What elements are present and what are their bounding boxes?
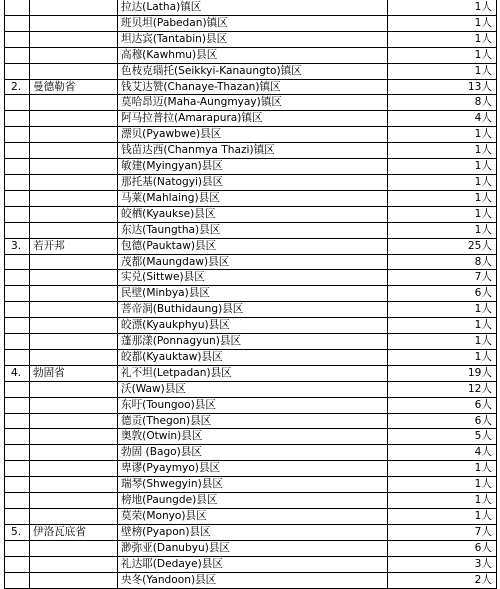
- row-number-cell: [5, 0, 30, 15]
- district-cell: 榜地(Paungde)县区: [118, 493, 388, 509]
- row-number-cell: [5, 143, 30, 159]
- table-row: [5, 127, 497, 143]
- district-cell: 拉达(Latha)镇区: [118, 0, 388, 15]
- province-cell: [30, 206, 118, 222]
- table-row: [5, 334, 497, 350]
- count-cell: 1人: [388, 349, 497, 365]
- province-cell: [30, 31, 118, 47]
- table-row: [5, 270, 497, 286]
- count-cell: 1人: [388, 477, 497, 493]
- count-cell: 1人: [388, 190, 497, 206]
- table-body: [5, 0, 497, 588]
- table-row: [5, 477, 497, 493]
- district-cell: 皎栖(Kyaukse)县区: [118, 206, 388, 222]
- province-cell: [30, 63, 118, 79]
- row-number-cell: [5, 270, 30, 286]
- row-number-cell: [5, 190, 30, 206]
- count-cell: 1人: [388, 334, 497, 350]
- row-number-cell: [5, 477, 30, 493]
- row-number-cell: [5, 286, 30, 302]
- table-row: [5, 238, 497, 254]
- count-cell: 1人: [388, 509, 497, 525]
- row-number-cell: [5, 63, 30, 79]
- province-cell: [30, 159, 118, 175]
- row-number-cell: [5, 397, 30, 413]
- district-cell: 敏建(Myingyan)县区: [118, 159, 388, 175]
- province-cell: [30, 286, 118, 302]
- district-cell: 皎都(Kyauktaw)县区: [118, 349, 388, 365]
- province-cell: [30, 15, 118, 31]
- count-cell: 1人: [388, 15, 497, 31]
- table-row: [5, 143, 497, 159]
- district-cell: 蓬那漾(Ponnagyun)县区: [118, 334, 388, 350]
- province-cell: [30, 270, 118, 286]
- table-row: [5, 493, 497, 509]
- table-row: [5, 318, 497, 334]
- table-row: [5, 286, 497, 302]
- district-cell: 马莱(Mahlaing)县区: [118, 190, 388, 206]
- district-cell: 漂贝(Pyawbwe)县区: [118, 127, 388, 143]
- province-cell: [30, 556, 118, 572]
- count-cell: 6人: [388, 540, 497, 556]
- district-cell: 民壁(Minbya)县区: [118, 286, 388, 302]
- district-cell: 奥敦(Otwin)县区: [118, 429, 388, 445]
- row-number-cell: [5, 493, 30, 509]
- table-row: [5, 63, 497, 79]
- district-cell: 皎漂(Kyaukphyu)县区: [118, 318, 388, 334]
- row-number-cell: [5, 222, 30, 238]
- count-cell: 8人: [388, 95, 497, 111]
- table-row: [5, 206, 497, 222]
- province-cell: [30, 509, 118, 525]
- district-cell: 瑞琴(Shwegyin)县区: [118, 477, 388, 493]
- table-row: [5, 222, 497, 238]
- district-cell: 那托基(Natogyi)县区: [118, 174, 388, 190]
- row-number-cell: [5, 509, 30, 525]
- row-number-cell: [5, 95, 30, 111]
- count-cell: 1人: [388, 0, 497, 15]
- province-cell: [30, 349, 118, 365]
- district-cell: 壁榜(Pyapon)县区: [118, 524, 388, 540]
- table-row: [5, 556, 497, 572]
- district-cell: 东吁(Toungoo)县区: [118, 397, 388, 413]
- row-number-cell: [5, 556, 30, 572]
- count-cell: 1人: [388, 318, 497, 334]
- row-number-cell: 4.: [5, 365, 30, 381]
- table-row: [5, 349, 497, 365]
- province-cell: [30, 445, 118, 461]
- province-cell: 若开邦: [30, 238, 118, 254]
- table-row: [5, 572, 497, 588]
- province-cell: [30, 477, 118, 493]
- count-cell: 1人: [388, 31, 497, 47]
- row-number-cell: [5, 127, 30, 143]
- row-number-cell: [5, 302, 30, 318]
- province-cell: [30, 222, 118, 238]
- province-cell: [30, 190, 118, 206]
- table-row: [5, 365, 497, 381]
- count-cell: 1人: [388, 127, 497, 143]
- province-cell: [30, 413, 118, 429]
- count-cell: 8人: [388, 254, 497, 270]
- count-cell: 6人: [388, 397, 497, 413]
- table-row: [5, 15, 497, 31]
- count-cell: 12人: [388, 381, 497, 397]
- district-cell: 央冬(Yandoon)县区: [118, 572, 388, 588]
- table-row: [5, 413, 497, 429]
- row-number-cell: 5.: [5, 524, 30, 540]
- province-cell: [30, 174, 118, 190]
- table-row: [5, 79, 497, 95]
- district-cell: 礼达耶(Dedaye)县区: [118, 556, 388, 572]
- province-cell: 曼德勒省: [30, 79, 118, 95]
- province-cell: [30, 493, 118, 509]
- row-number-cell: [5, 206, 30, 222]
- table-row: [5, 47, 497, 63]
- count-cell: 1人: [388, 206, 497, 222]
- table-row: [5, 524, 497, 540]
- district-cell: 勃固 (Bago)县区: [118, 445, 388, 461]
- province-cell: [30, 429, 118, 445]
- table-row: [5, 540, 497, 556]
- row-number-cell: [5, 461, 30, 477]
- province-cell: 伊洛瓦底省: [30, 524, 118, 540]
- district-cell: 实兑(Sittwe)县区: [118, 270, 388, 286]
- table-row: [5, 445, 497, 461]
- district-cell: 德贡(Thegon)县区: [118, 413, 388, 429]
- province-cell: [30, 0, 118, 15]
- count-cell: 5人: [388, 429, 497, 445]
- count-cell: 7人: [388, 524, 497, 540]
- count-cell: 1人: [388, 222, 497, 238]
- row-number-cell: [5, 381, 30, 397]
- row-number-cell: [5, 429, 30, 445]
- count-cell: 1人: [388, 47, 497, 63]
- district-cell: 班贝坦(Pabedan)镇区: [118, 15, 388, 31]
- row-number-cell: [5, 111, 30, 127]
- table-row: [5, 95, 497, 111]
- count-cell: 13人: [388, 79, 497, 95]
- row-number-cell: [5, 413, 30, 429]
- province-cell: 勃固省: [30, 365, 118, 381]
- province-cell: [30, 381, 118, 397]
- table-row: [5, 397, 497, 413]
- count-cell: 1人: [388, 493, 497, 509]
- district-cell: 高穆(Kawhmu)县区: [118, 47, 388, 63]
- row-number-cell: [5, 15, 30, 31]
- province-cell: [30, 143, 118, 159]
- count-cell: 1人: [388, 143, 497, 159]
- table-row: [5, 509, 497, 525]
- district-cell: 菩帝洞(Buthidaung)县区: [118, 302, 388, 318]
- province-cell: [30, 461, 118, 477]
- row-number-cell: [5, 445, 30, 461]
- district-cell: 渺弥亚(Danubyu)县区: [118, 540, 388, 556]
- count-cell: 1人: [388, 174, 497, 190]
- count-cell: 7人: [388, 270, 497, 286]
- province-cell: [30, 397, 118, 413]
- count-cell: 19人: [388, 365, 497, 381]
- district-cell: 坦达宾(Tantabin)县区: [118, 31, 388, 47]
- count-cell: 1人: [388, 302, 497, 318]
- district-cell: 色枝克瑙托(Seikkyi-Kanaungto)镇区: [118, 63, 388, 79]
- count-cell: 25人: [388, 238, 497, 254]
- count-cell: 6人: [388, 286, 497, 302]
- province-cell: [30, 318, 118, 334]
- table-row: [5, 190, 497, 206]
- count-cell: 4人: [388, 445, 497, 461]
- table-row: [5, 381, 497, 397]
- province-cell: [30, 47, 118, 63]
- table-row: [5, 174, 497, 190]
- district-cell: 沃(Waw)县区: [118, 381, 388, 397]
- district-cell: 莫哈昂迈(Maha-Aungmyay)镇区: [118, 95, 388, 111]
- district-cell: 卑谬(Pyaymyo)县区: [118, 461, 388, 477]
- province-cell: [30, 302, 118, 318]
- row-number-cell: [5, 174, 30, 190]
- province-cell: [30, 95, 118, 111]
- row-number-cell: [5, 254, 30, 270]
- province-cell: [30, 572, 118, 588]
- row-number-cell: [5, 349, 30, 365]
- count-cell: 1人: [388, 461, 497, 477]
- row-number-cell: [5, 572, 30, 588]
- table-row: [5, 0, 497, 15]
- row-number-cell: [5, 159, 30, 175]
- district-cell: 东达(Taungtha)县区: [118, 222, 388, 238]
- province-cell: [30, 334, 118, 350]
- row-number-cell: [5, 540, 30, 556]
- province-cell: [30, 127, 118, 143]
- district-cell: 钱苗达西(Chanmya Thazi)镇区: [118, 143, 388, 159]
- row-number-cell: [5, 318, 30, 334]
- row-number-cell: 2.: [5, 79, 30, 95]
- row-number-cell: [5, 334, 30, 350]
- table-row: [5, 302, 497, 318]
- row-number-cell: [5, 31, 30, 47]
- table-row: [5, 254, 497, 270]
- province-cell: [30, 540, 118, 556]
- count-cell: 1人: [388, 159, 497, 175]
- count-cell: 6人: [388, 413, 497, 429]
- district-cell: 包德(Pauktaw)县区: [118, 238, 388, 254]
- district-cell: 钱艾达赞(Chanaye-Thazan)镇区: [118, 79, 388, 95]
- table-row: [5, 461, 497, 477]
- district-cell: 礼不坦(Letpadan)县区: [118, 365, 388, 381]
- count-cell: 1人: [388, 63, 497, 79]
- district-cell: 茂都(Maungdaw)县区: [118, 254, 388, 270]
- district-cell: 阿马拉普拉(Amarapura)镇区: [118, 111, 388, 127]
- table-row: [5, 159, 497, 175]
- district-cell: 莫荣(Monyo)县区: [118, 509, 388, 525]
- row-number-cell: [5, 47, 30, 63]
- count-cell: 3人: [388, 556, 497, 572]
- province-cell: [30, 254, 118, 270]
- table-row: [5, 111, 497, 127]
- count-cell: 2人: [388, 572, 497, 588]
- row-number-cell: 3.: [5, 238, 30, 254]
- district-count-table: [4, 0, 497, 589]
- table-row: [5, 31, 497, 47]
- table-row: [5, 429, 497, 445]
- count-cell: 4人: [388, 111, 497, 127]
- province-cell: [30, 111, 118, 127]
